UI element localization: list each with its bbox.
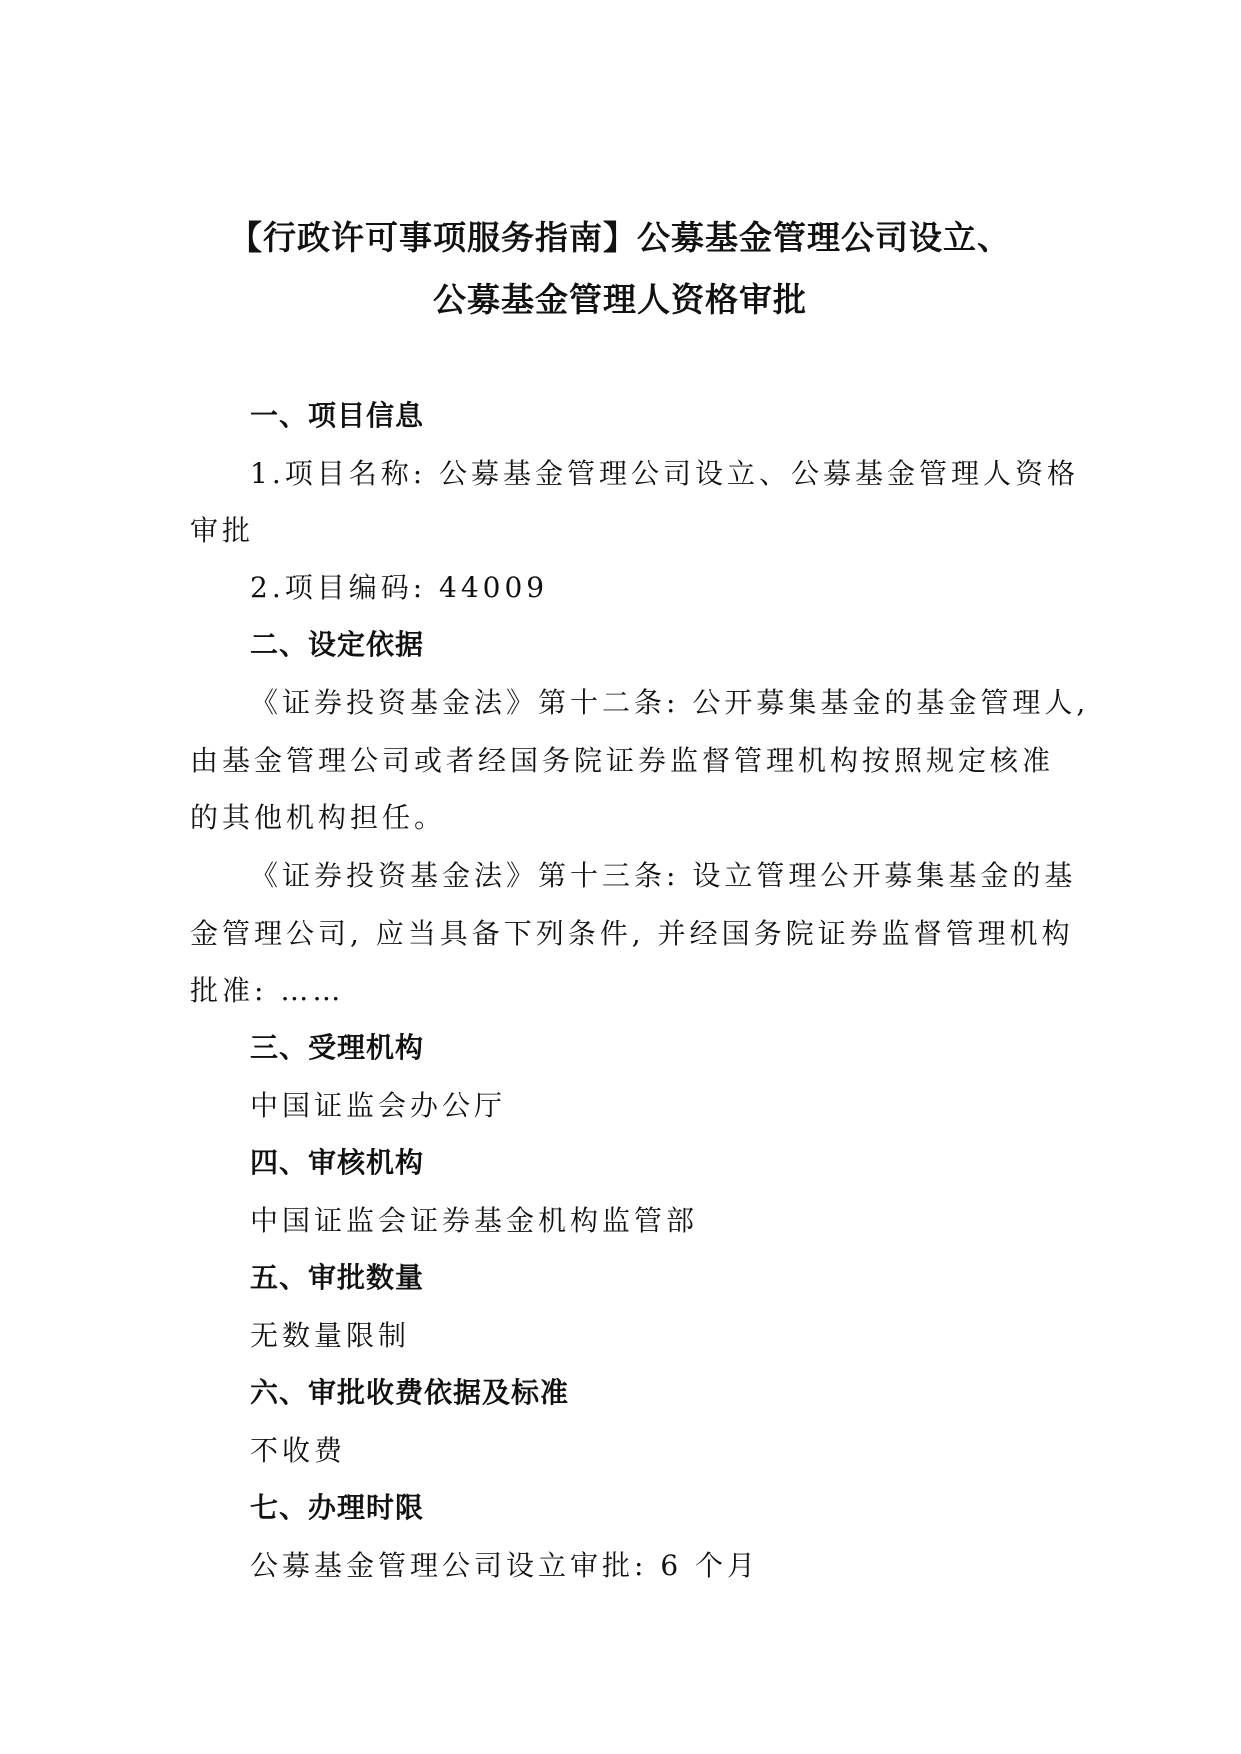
legal-basis-p2-line-2: 金管理公司, 应当具备下列条件, 并经国务院证券监督管理机构 — [190, 917, 1074, 950]
processing-time-text: 公募基金管理公司设立审批: 6 个月 — [250, 1549, 760, 1582]
section-heading-project-info: 一、项目信息 — [250, 399, 425, 432]
legal-basis-p1-line-2: 由基金管理公司或者经国务院证券监督管理机构按照规定核准 — [190, 744, 1055, 777]
legal-basis-p2-line-3: 批准: …… — [190, 974, 345, 1007]
section-heading-reviewing-agency: 四、审核机构 — [250, 1146, 425, 1179]
document-title-line-2: 公募基金管理人资格审批 — [433, 280, 807, 319]
accepting-agency-text: 中国证监会办公厅 — [250, 1089, 507, 1122]
document-title-line-1: 【行政许可事项服务指南】公募基金管理公司设立、 — [229, 218, 1011, 257]
fee-basis-text: 不收费 — [250, 1434, 347, 1467]
section-heading-approval-quantity: 五、审批数量 — [250, 1261, 425, 1294]
legal-basis-p1-line-1: 《证券投资基金法》第十二条: 公开募集基金的基金管理人, — [250, 686, 1090, 719]
legal-basis-p1-line-3: 的其他机构担任。 — [190, 801, 447, 834]
approval-quantity-text: 无数量限制 — [250, 1319, 411, 1352]
section-heading-accepting-agency: 三、受理机构 — [250, 1031, 425, 1064]
legal-basis-p2-line-1: 《证券投资基金法》第十三条: 设立管理公开募集基金的基 — [250, 859, 1077, 892]
section-heading-fee-basis: 六、审批收费依据及标准 — [250, 1376, 570, 1409]
reviewing-agency-text: 中国证监会证券基金机构监管部 — [250, 1204, 699, 1237]
project-name-line-2: 审批 — [190, 514, 255, 547]
project-code: 2.项目编码: 44009 — [250, 571, 549, 604]
section-heading-processing-time: 七、办理时限 — [250, 1491, 425, 1524]
section-heading-legal-basis: 二、设定依据 — [250, 628, 425, 661]
project-name-line-1: 1.项目名称: 公募基金管理公司设立、公募基金管理人资格 — [250, 457, 1080, 490]
